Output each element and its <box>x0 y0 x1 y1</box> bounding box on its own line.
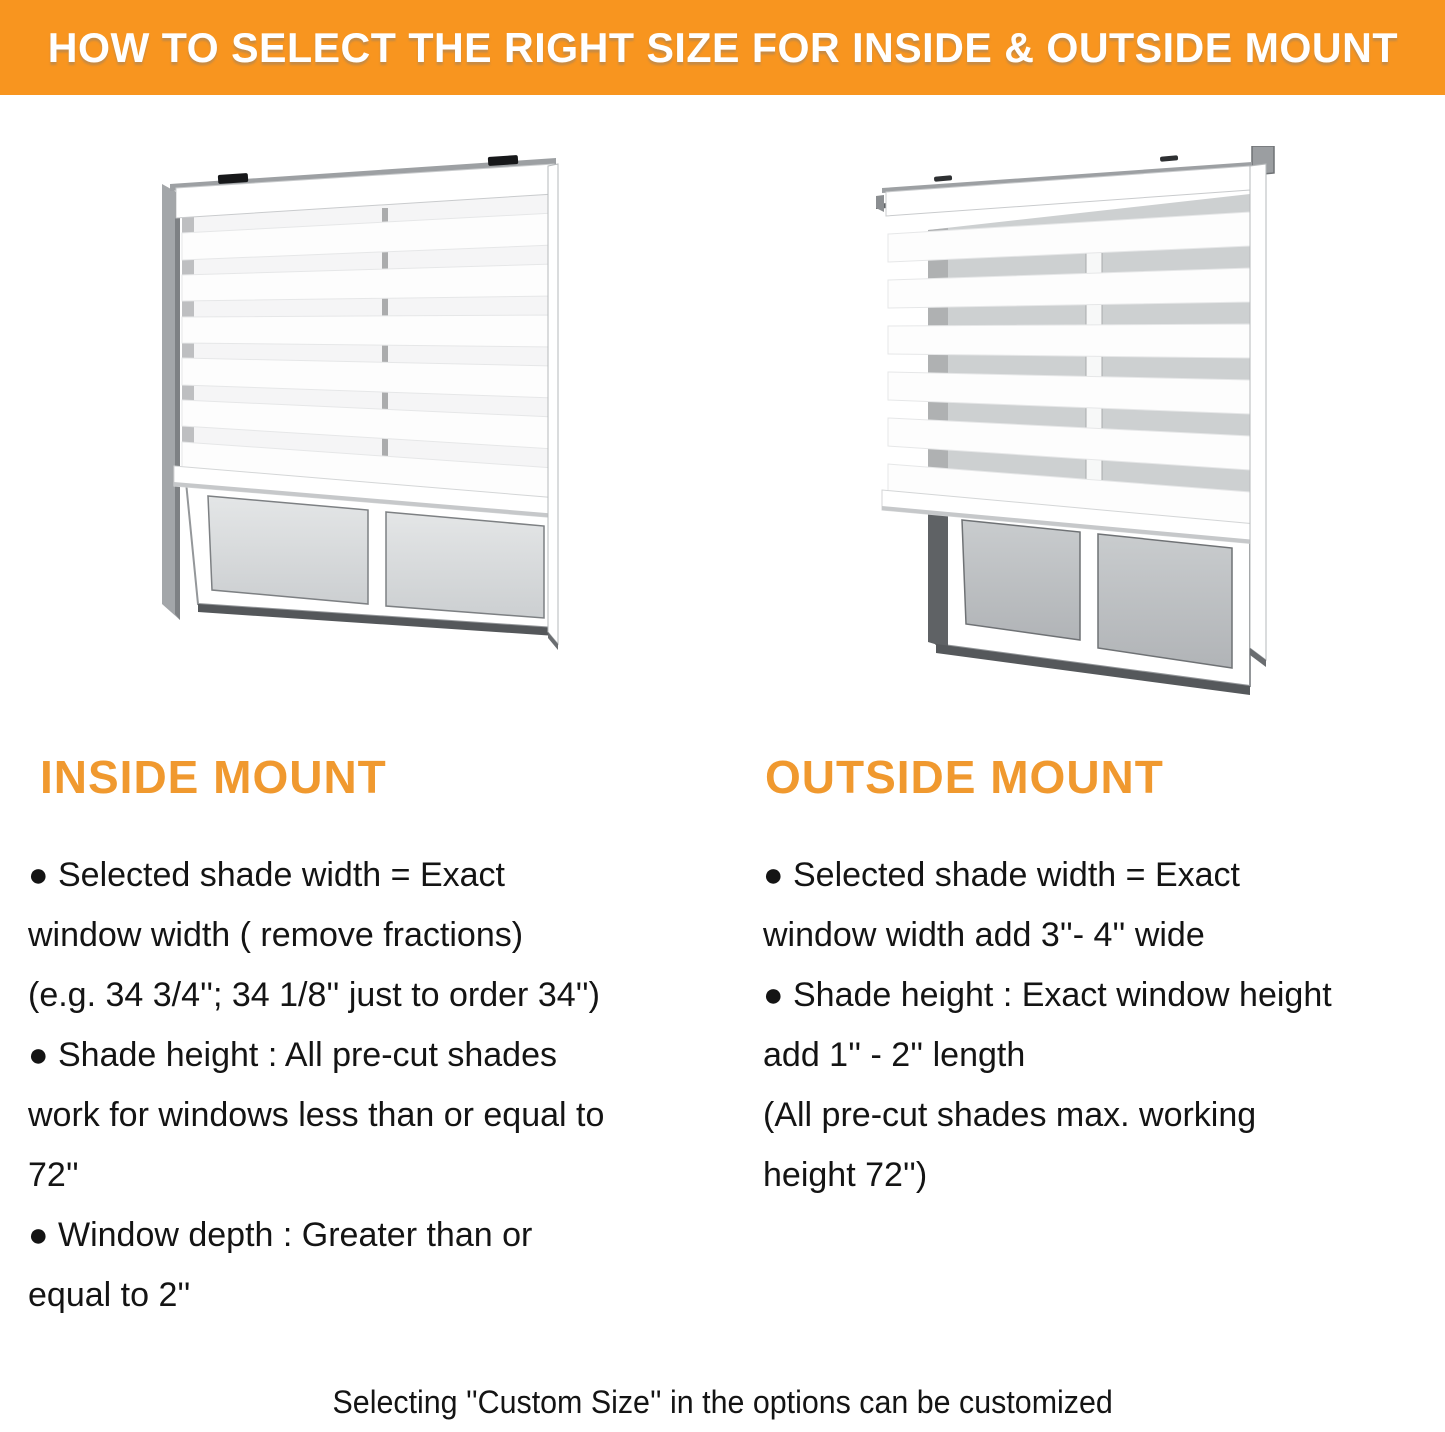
instruction-line: add 1'' - 2'' length <box>763 1036 1026 1074</box>
wall-bracket <box>934 175 952 182</box>
instruction-line: work for windows less than or equal to <box>28 1096 605 1134</box>
window-pane <box>208 496 368 604</box>
wall-bracket <box>1160 155 1178 162</box>
outside-mount-heading: OUTSIDE MOUNT <box>765 751 1164 803</box>
window-pane <box>386 512 544 618</box>
instruction-line: 72'' <box>28 1156 79 1194</box>
banner-title: HOW TO SELECT THE RIGHT SIZE FOR INSIDE & OUTSIDE MOUNT <box>47 23 1398 71</box>
inside-mount-instructions <box>28 845 604 1325</box>
instruction-line: height 72'') <box>763 1156 928 1194</box>
inside-mount-illustration <box>158 152 560 714</box>
footer-note-text: Selecting ''Custom Size'' in the options can be customized <box>332 1384 1113 1420</box>
outside-mount-window-drawing <box>876 146 1278 718</box>
banner <box>0 0 1445 95</box>
inside-mount-window-drawing <box>158 152 560 714</box>
outside-mount-instructions <box>763 845 1332 1205</box>
footer-note <box>0 1384 1445 1421</box>
instruction-line: ● Selected shade width = Exact <box>28 856 505 894</box>
instruction-line: ● Window depth : Greater than or <box>28 1216 533 1254</box>
window-pane <box>962 520 1080 640</box>
instruction-line: equal to 2'' <box>28 1276 191 1314</box>
outside-mount-illustration <box>876 146 1278 718</box>
instruction-line: ● Shade height : All pre-cut shades <box>28 1036 557 1074</box>
instruction-line: ● Selected shade width = Exact <box>763 856 1240 894</box>
inside-mount-heading: INSIDE MOUNT <box>40 751 387 803</box>
instruction-line: (All pre-cut shades max. working <box>763 1096 1257 1134</box>
instruction-line: window width ( remove fractions) <box>28 916 524 954</box>
instruction-line: window width add 3''- 4'' wide <box>763 916 1205 954</box>
instruction-line: (e.g. 34 3/4''; 34 1/8'' just to order 34'') <box>28 976 600 1014</box>
instruction-line: ● Shade height : Exact window height <box>763 976 1332 1014</box>
window-pane <box>1098 534 1232 668</box>
